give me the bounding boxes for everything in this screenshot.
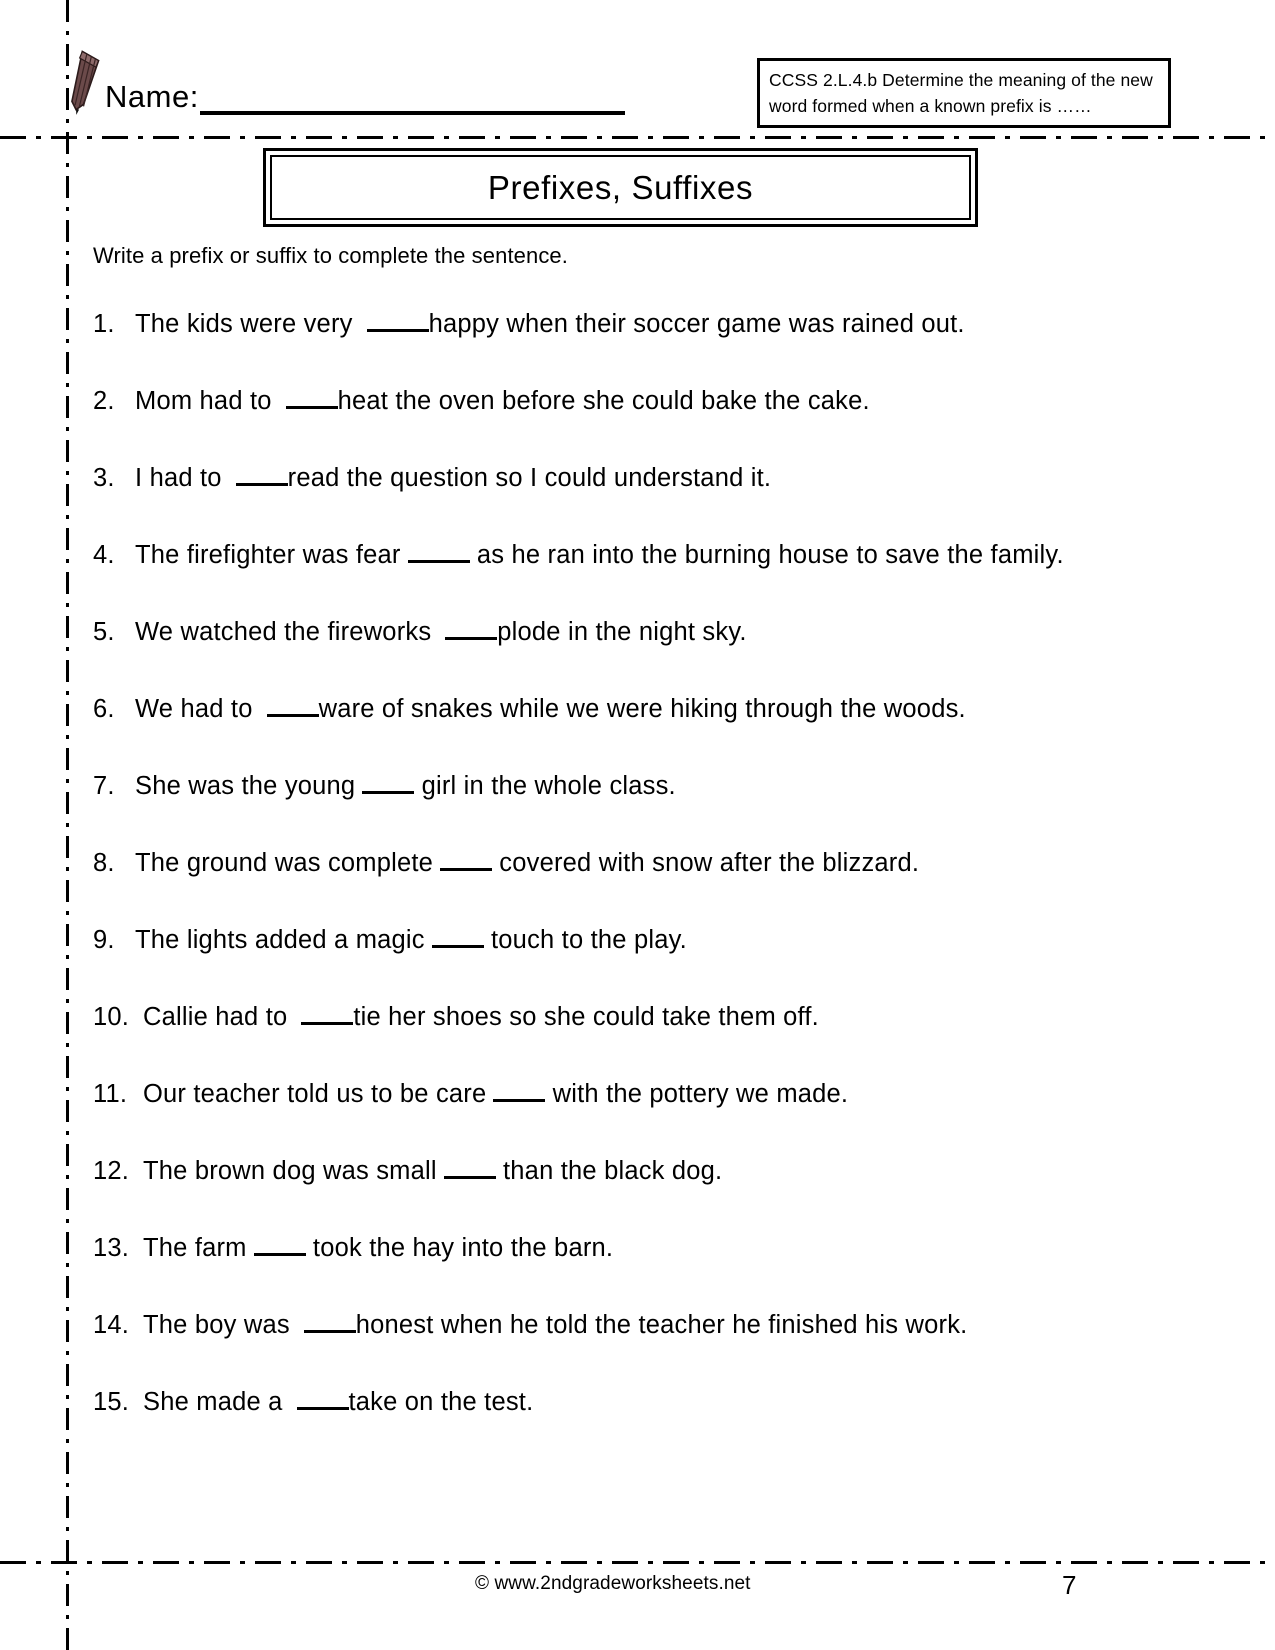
- question-item: [93, 613, 1153, 651]
- question-list: [93, 305, 1153, 1460]
- question-text-after-blank: tie her shoes so she could take them off.: [353, 1003, 819, 1031]
- question-text-after-blank: took the hay into the barn.: [305, 1234, 614, 1262]
- question-body: [135, 459, 1153, 497]
- question-body: [135, 690, 1153, 728]
- question-item: [93, 1306, 1153, 1344]
- question-text-after-blank: with the pottery we made.: [545, 1080, 849, 1108]
- question-text-before-blank: The firefighter was fear: [135, 541, 401, 569]
- question-body: [135, 305, 1153, 343]
- question-text-before-blank: Our teacher told us to be care: [143, 1080, 487, 1108]
- question-number: 3.: [93, 464, 115, 492]
- question-text-after-blank: girl in the whole class.: [414, 772, 676, 800]
- question-body: [135, 536, 1153, 574]
- question-body: [143, 1152, 1153, 1190]
- question-body: [143, 1383, 1153, 1421]
- question-number: 11.: [93, 1080, 128, 1108]
- question-body: [143, 1229, 1153, 1267]
- footer-credit: © www.2ndgradeworksheets.net: [475, 1573, 751, 1594]
- worksheet-title-box: [263, 148, 978, 227]
- answer-blank[interactable]: [286, 406, 338, 409]
- question-text-after-blank: touch to the play.: [483, 926, 687, 954]
- question-body: [135, 767, 1153, 805]
- question-body: [143, 998, 1153, 1036]
- page-title: Prefixes, Suffixes: [487, 168, 754, 206]
- name-label: Name:: [105, 79, 199, 114]
- answer-blank[interactable]: [445, 637, 497, 640]
- answer-blank[interactable]: [444, 1176, 496, 1179]
- question-text-before-blank: The farm: [143, 1234, 247, 1262]
- question-body: [135, 844, 1153, 882]
- answer-blank[interactable]: [236, 483, 288, 486]
- question-number: 14.: [93, 1311, 130, 1339]
- question-item: [93, 1383, 1153, 1421]
- question-text-after-blank: ware of snakes while we were hiking through the woods.: [318, 695, 966, 723]
- answer-blank[interactable]: [493, 1099, 545, 1102]
- question-number: 7.: [93, 772, 115, 800]
- question-text-before-blank: Mom had to: [135, 387, 272, 415]
- question-body: [135, 921, 1153, 959]
- question-text-before-blank: We had to: [135, 695, 253, 723]
- question-item: [93, 536, 1153, 574]
- question-text-before-blank: Callie had to: [143, 1003, 288, 1031]
- question-text-after-blank: as he ran into the burning house to save the family.: [469, 541, 1064, 569]
- question-text-after-blank: covered with snow after the blizzard.: [492, 849, 920, 877]
- question-number: 1.: [93, 310, 115, 338]
- question-number: 9.: [93, 926, 115, 954]
- question-text-after-blank: plode in the night sky.: [497, 618, 747, 646]
- question-item: [93, 844, 1153, 882]
- question-text-before-blank: The boy was: [143, 1311, 290, 1339]
- question-number: 15.: [93, 1388, 130, 1416]
- question-number: 10.: [93, 1003, 130, 1031]
- question-item: [93, 998, 1153, 1036]
- question-number: 5.: [93, 618, 115, 646]
- question-body: [135, 613, 1153, 651]
- question-text-before-blank: The lights added a magic: [135, 926, 425, 954]
- trim-line-horizontal-top: [0, 136, 1275, 139]
- answer-blank[interactable]: [432, 945, 484, 948]
- answer-blank[interactable]: [440, 868, 492, 871]
- answer-blank[interactable]: [254, 1253, 306, 1256]
- question-text-before-blank: The ground was complete: [135, 849, 434, 877]
- question-item: [93, 1152, 1153, 1190]
- answer-blank[interactable]: [362, 791, 414, 794]
- question-text-after-blank: take on the test.: [348, 1388, 534, 1416]
- answer-blank[interactable]: [301, 1022, 353, 1025]
- answer-blank[interactable]: [297, 1407, 349, 1410]
- question-text-before-blank: The kids were very: [135, 310, 353, 338]
- pencil-icon: [62, 47, 108, 117]
- answer-blank[interactable]: [304, 1330, 356, 1333]
- trim-line-vertical: [66, 0, 69, 1650]
- question-text-after-blank: than the black dog.: [495, 1157, 723, 1185]
- question-body: [135, 382, 1153, 420]
- question-item: [93, 921, 1153, 959]
- question-text-before-blank: She was the young: [135, 772, 356, 800]
- answer-blank[interactable]: [367, 329, 429, 332]
- question-item: [93, 767, 1153, 805]
- question-body: [143, 1075, 1153, 1113]
- name-input-blank[interactable]: [200, 79, 625, 115]
- question-number: 6.: [93, 695, 115, 723]
- trim-line-horizontal-bottom: [0, 1561, 1275, 1564]
- question-number: 4.: [93, 541, 115, 569]
- question-number: 8.: [93, 849, 115, 877]
- question-number: 13.: [93, 1234, 130, 1262]
- question-number: 2.: [93, 387, 115, 415]
- footer-page-number: 7: [1062, 1570, 1077, 1600]
- worksheet-title-box-inner: [270, 155, 971, 220]
- question-number: 12.: [93, 1157, 130, 1185]
- question-item: [93, 690, 1153, 728]
- answer-blank[interactable]: [408, 560, 470, 563]
- question-text-after-blank: heat the oven before she could bake the cake.: [337, 387, 870, 415]
- question-text-after-blank: read the question so I could understand it.: [287, 464, 772, 492]
- question-body: [143, 1306, 1153, 1344]
- question-item: [93, 382, 1153, 420]
- question-text-before-blank: We watched the fireworks: [135, 618, 432, 646]
- question-item: [93, 1229, 1153, 1267]
- question-item: [93, 459, 1153, 497]
- answer-blank[interactable]: [267, 714, 319, 717]
- question-text-before-blank: The brown dog was small: [143, 1157, 437, 1185]
- ccss-standard-box: [757, 58, 1171, 128]
- instruction-text: Write a prefix or suffix to complete the sentence.: [93, 243, 568, 268]
- name-field-row[interactable]: [105, 79, 625, 115]
- question-item: [93, 1075, 1153, 1113]
- question-text-before-blank: She made a: [143, 1388, 283, 1416]
- question-text-after-blank: happy when their soccer game was rained out.: [428, 310, 965, 338]
- question-text-after-blank: honest when he told the teacher he finished his work.: [355, 1311, 968, 1339]
- question-item: [93, 305, 1153, 343]
- ccss-standard-text: CCSS 2.L.4.b Determine the meaning of the new word formed when a known prefix is ……: [769, 70, 1153, 116]
- question-text-before-blank: I had to: [135, 464, 222, 492]
